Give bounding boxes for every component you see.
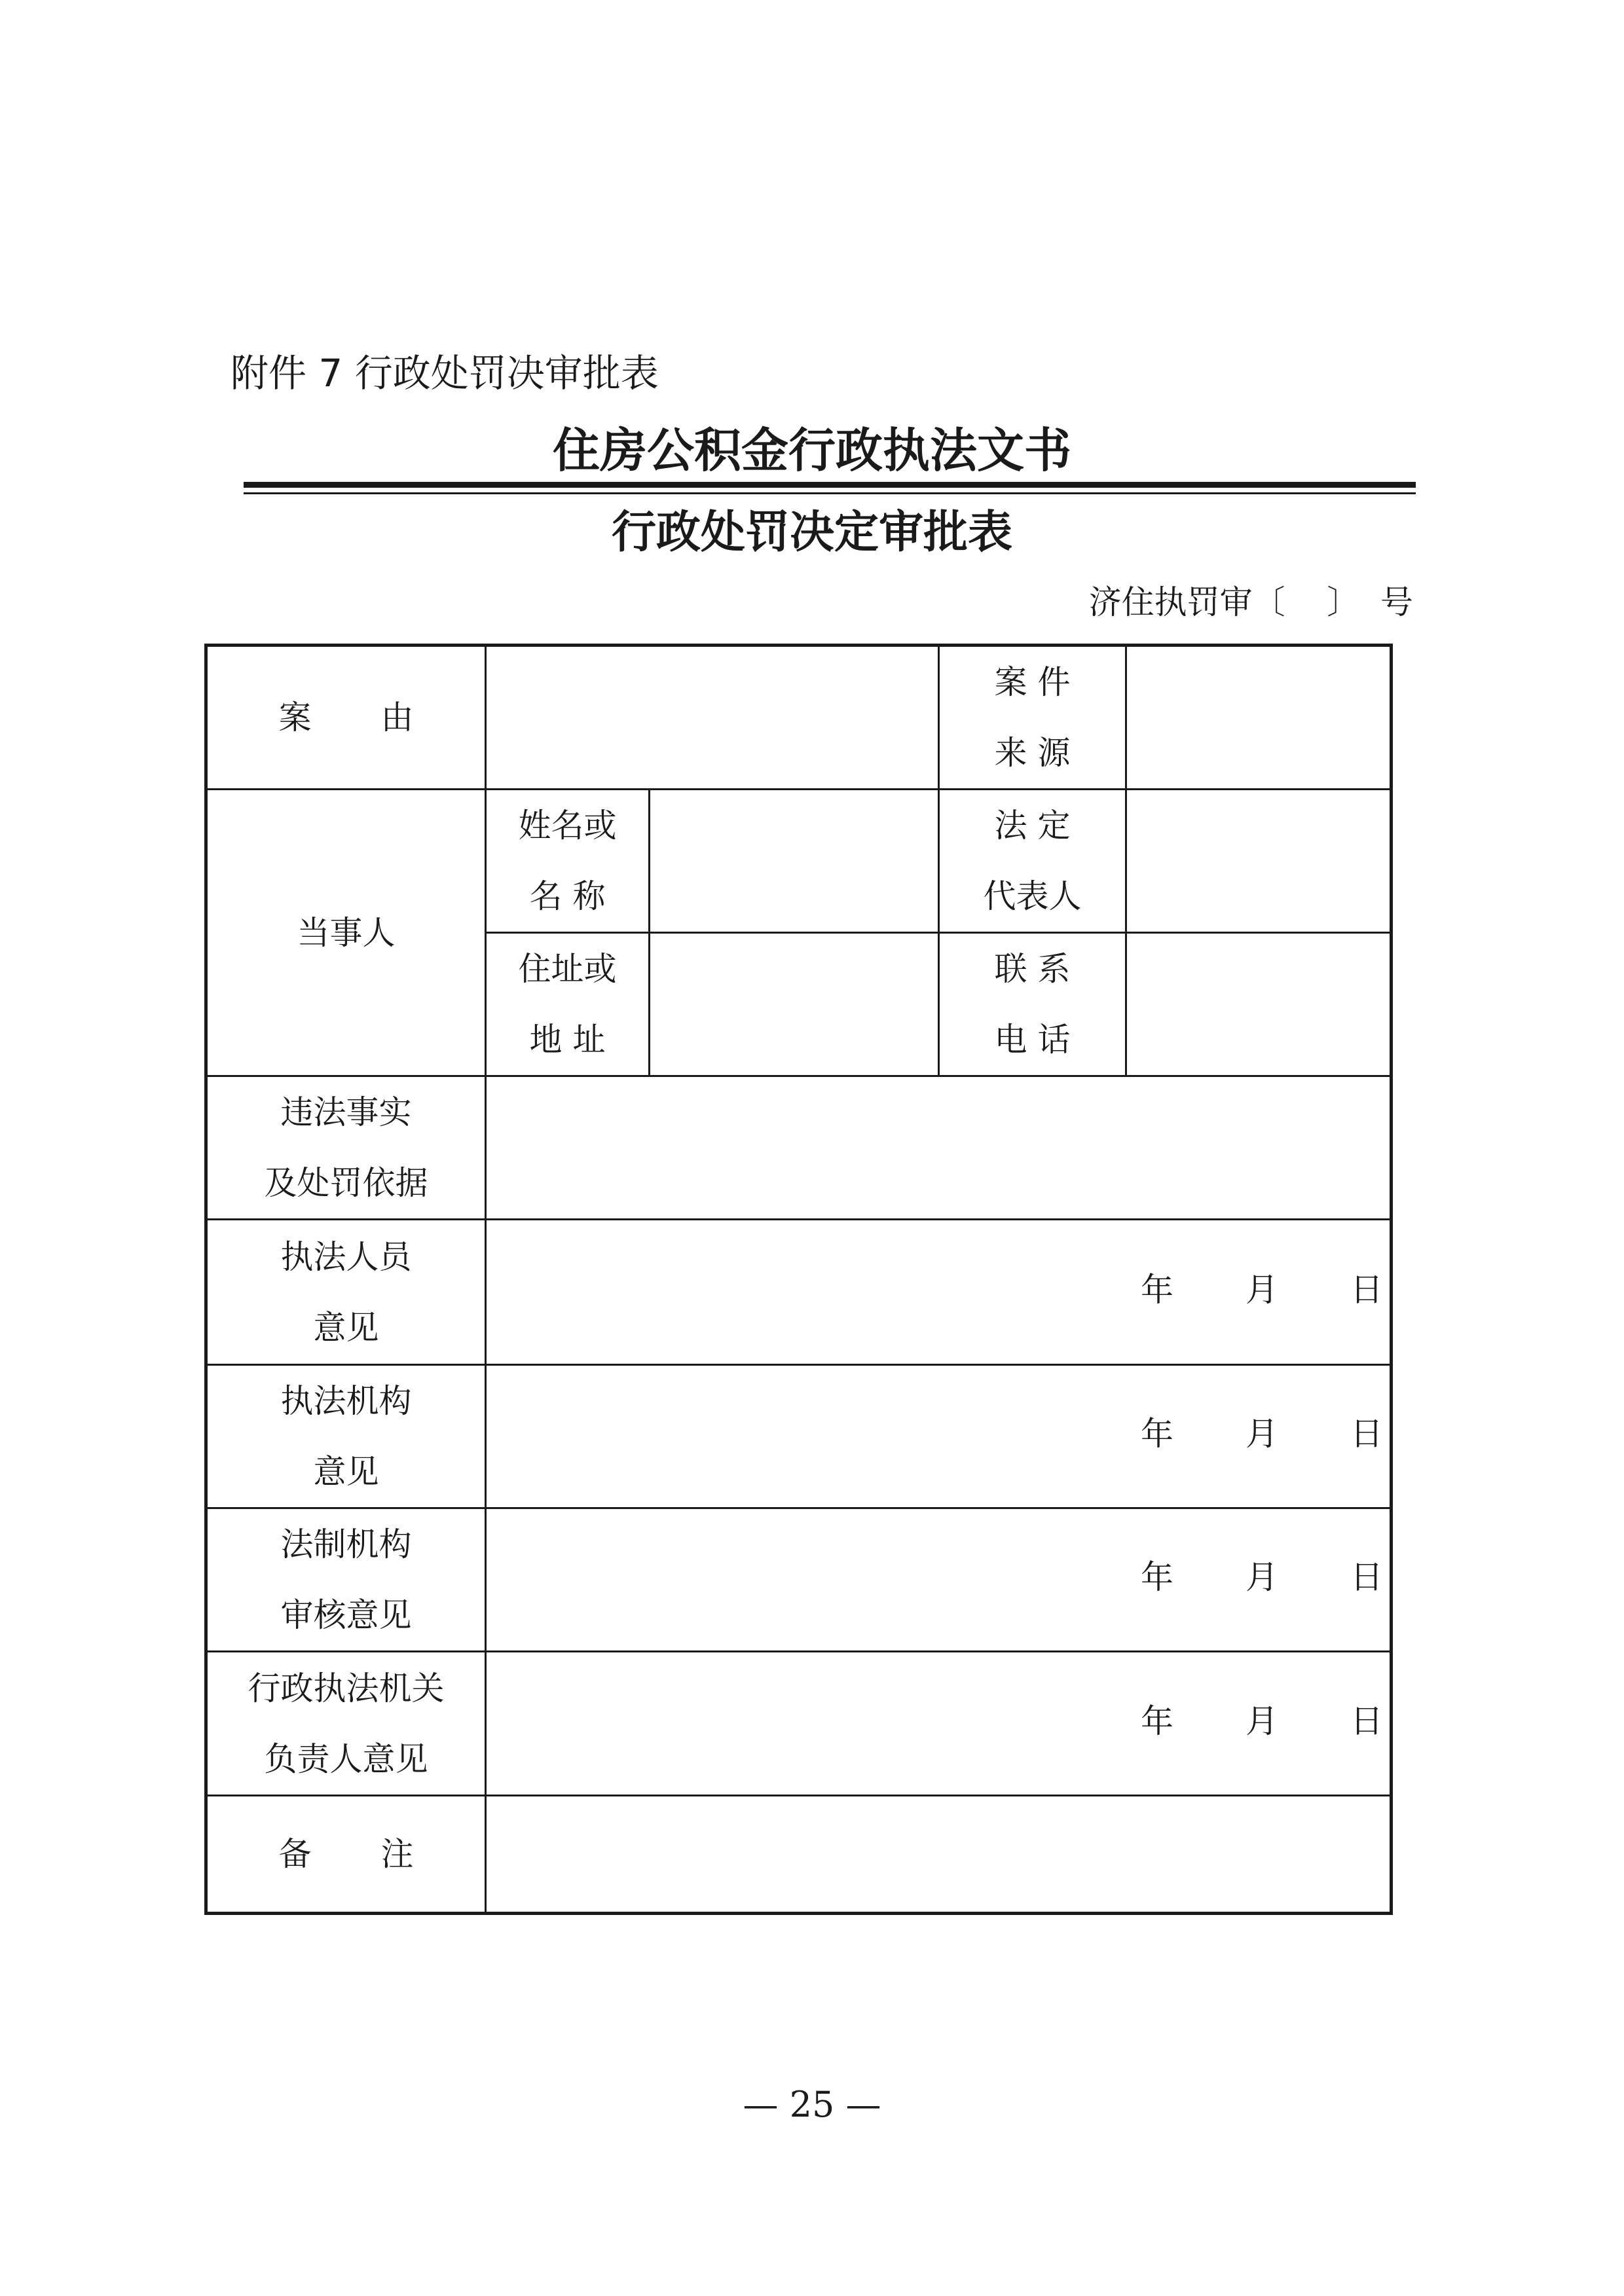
name-field[interactable] [650, 790, 939, 933]
date-line: 年 月 日 [1141, 1702, 1383, 1740]
row-party-name [206, 790, 1392, 933]
legal-review-label: 法制机构 审核意见 [206, 1508, 486, 1652]
approval-form-table [204, 644, 1393, 1915]
remarks-label: 备 注 [206, 1796, 486, 1914]
case-source-label: 案 件 来 源 [939, 646, 1126, 790]
name-label: 姓名或 名 称 [486, 790, 650, 933]
title-rule-thick [244, 482, 1416, 488]
head-opinion-field[interactable] [486, 1652, 1392, 1796]
row-officer-opinion [206, 1220, 1392, 1365]
officer-opinion-field[interactable] [486, 1220, 1392, 1365]
row-legal-review [206, 1508, 1392, 1652]
attachment-label: 附件 7 行政处罚决审批表 [231, 351, 659, 395]
date-line: 年 月 日 [1141, 1415, 1383, 1453]
document-number: 济住执罚审〔 〕 号 [1088, 583, 1413, 621]
party-label: 当事人 [206, 790, 486, 1076]
title-rule-thin [244, 492, 1416, 494]
case-reason-label: 案 由 [206, 646, 486, 790]
date-line: 年 月 日 [1141, 1270, 1383, 1309]
form-title: 行政处罚决定审批表 [611, 507, 1012, 558]
row-agency-opinion [206, 1365, 1392, 1508]
facts-field[interactable] [486, 1076, 1392, 1220]
legal-rep-label: 法 定 代表人 [939, 790, 1126, 933]
legal-rep-field[interactable] [1126, 790, 1392, 933]
phone-label: 联 系 电 话 [939, 933, 1126, 1076]
phone-field[interactable] [1126, 933, 1392, 1076]
document-title: 住房公积金行政执法文书 [552, 423, 1071, 478]
case-reason-field[interactable] [486, 646, 939, 790]
row-facts [206, 1076, 1392, 1220]
officer-opinion-label: 执法人员 意见 [206, 1220, 486, 1365]
head-opinion-label: 行政执法机关 负责人意见 [206, 1652, 486, 1796]
remarks-field[interactable] [486, 1796, 1392, 1914]
row-remarks [206, 1796, 1392, 1914]
page-number: — 25 — [743, 2084, 881, 2125]
row-case [206, 646, 1392, 790]
legal-review-field[interactable] [486, 1508, 1392, 1652]
date-line: 年 月 日 [1141, 1558, 1383, 1596]
agency-opinion-field[interactable] [486, 1365, 1392, 1508]
facts-label: 违法事实 及处罚依据 [206, 1076, 486, 1220]
row-head-opinion [206, 1652, 1392, 1796]
agency-opinion-label: 执法机构 意见 [206, 1365, 486, 1508]
address-label: 住址或 地 址 [486, 933, 650, 1076]
case-source-field[interactable] [1126, 646, 1392, 790]
address-field[interactable] [650, 933, 939, 1076]
